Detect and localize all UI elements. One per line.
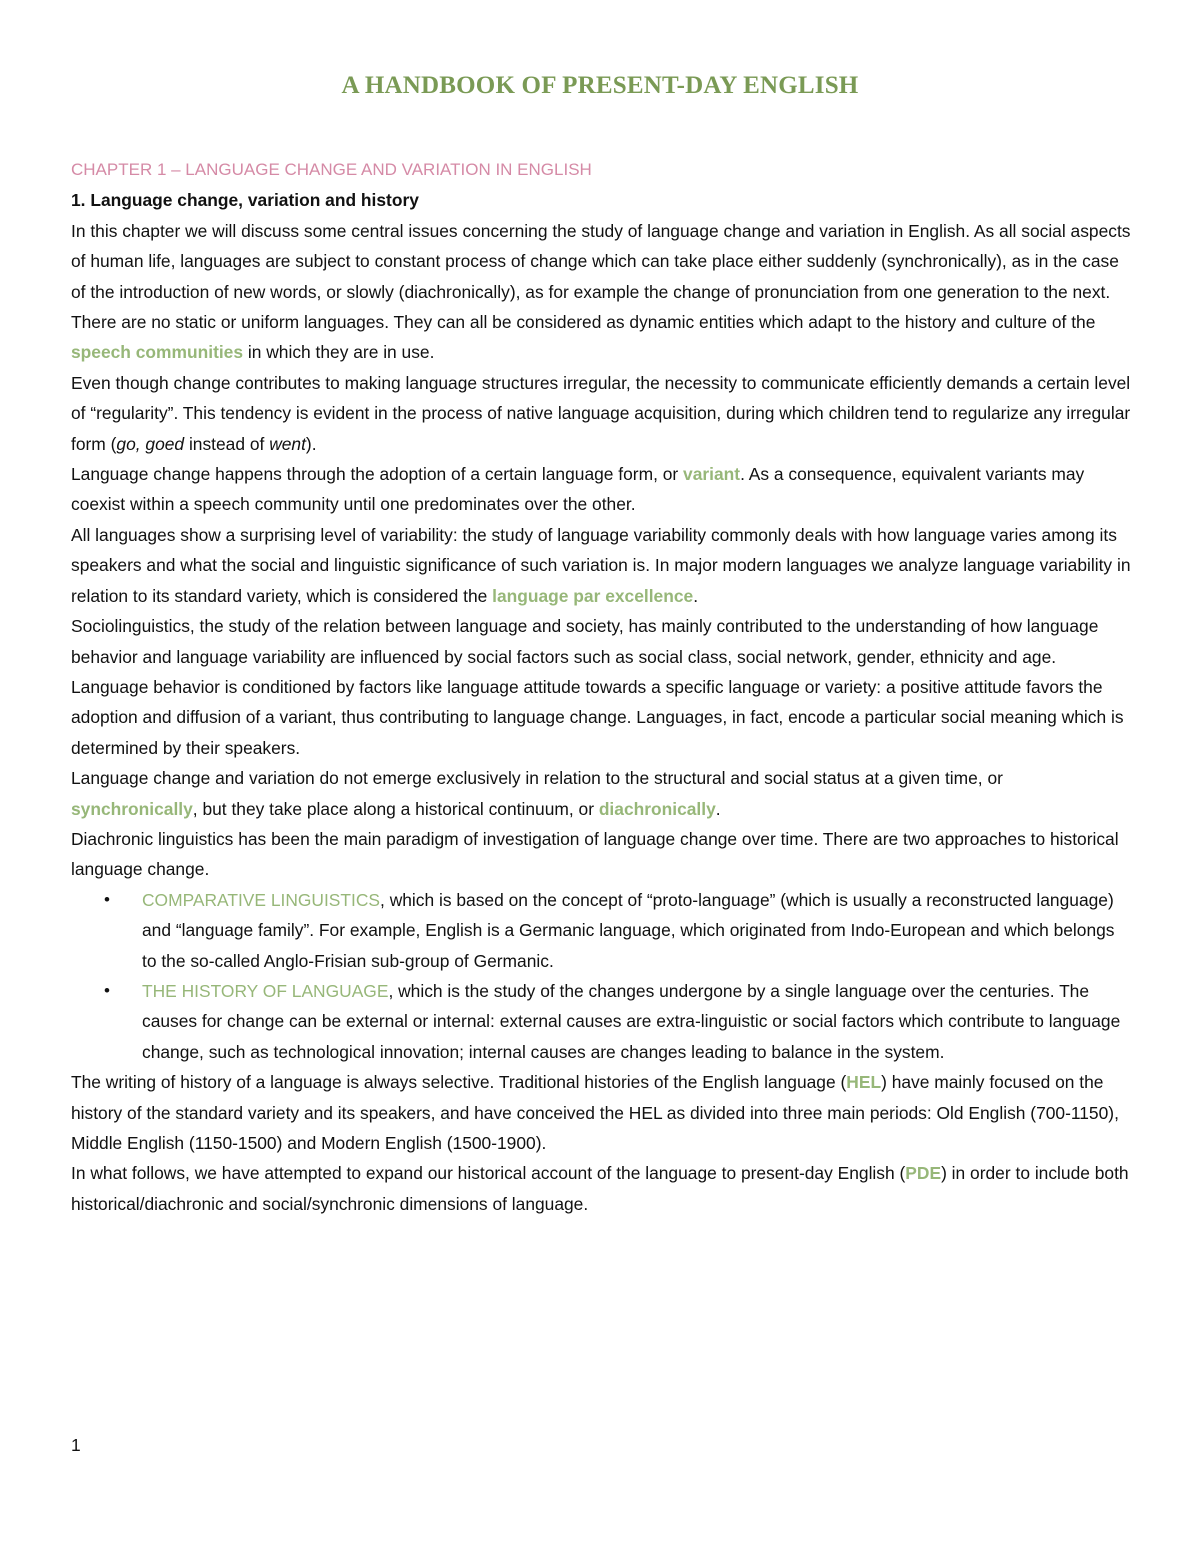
italic-example: went bbox=[269, 433, 306, 454]
highlight-term-variant: variant bbox=[683, 464, 741, 485]
document-title: A HANDBOOK OF PRESENT-DAY ENGLISH bbox=[341, 72, 859, 99]
highlight-term-hel: HEL bbox=[846, 1072, 882, 1093]
paragraph-static-languages bbox=[71, 307, 1131, 368]
paragraph-variant bbox=[71, 459, 1131, 520]
paragraph-variability bbox=[71, 520, 1131, 611]
highlight-term-speech-communities: speech communities bbox=[71, 342, 244, 363]
text-span: . bbox=[715, 798, 721, 819]
text-span: , but they take place along a historical continuum, or bbox=[192, 798, 599, 819]
paragraph-pde bbox=[71, 1158, 1131, 1219]
text-span: Language change happens through the adoption of a certain language form, or bbox=[71, 464, 684, 485]
list-item bbox=[71, 976, 1131, 1067]
highlight-term-language-par-excellence: language par excellence bbox=[492, 585, 694, 606]
bullet-icon: • bbox=[104, 980, 110, 1000]
text-span: , which is the study of the changes undergone by a single language over the centuries. The causes for change can be external or internal: external causes are extra-linguistic or social factors which contribute to language change, such as technological innovation; internal causes are changes leading to balance in the system. bbox=[142, 980, 1121, 1062]
list-item bbox=[71, 885, 1131, 976]
highlight-term-diachronically: diachronically bbox=[598, 798, 716, 819]
text-span: Language change and variation do not emerge exclusively in relation to the structural and social status at a given time, or bbox=[71, 768, 1003, 789]
text-span: ). bbox=[305, 433, 317, 454]
text-span: , which is based on the concept of “proto-language” (which is usually a reconstructed language) and “language family”. For example, English is a Germanic language, which originated from Indo-European and which belongs to the so-called Anglo-Frisian sub-group of Germanic. bbox=[142, 889, 1115, 971]
text-span: . bbox=[693, 585, 699, 606]
highlight-term-pde: PDE bbox=[905, 1163, 942, 1184]
chapter-heading: CHAPTER 1 – LANGUAGE CHANGE AND VARIATION IN ENGLISH bbox=[71, 160, 592, 179]
page-number: 1 bbox=[71, 1435, 81, 1455]
paragraph-intro: In this chapter we will discuss some central issues concerning the study of language change and variation in English. As all social aspects of human life, languages are subject to constant process of change which can take place either suddenly (synchronically), as in the case of the introduction of new words, or slowly (diachronically), as for example the change of pronunciation from one generation to the next. bbox=[71, 220, 1131, 302]
text-span: All languages show a surprising level of variability: the study of language variability commonly deals with how language varies among its speakers and what the social and linguistic significance of such variation is. In major modern languages we analyze language variability in relation to its standard variety, which is considered the bbox=[71, 524, 1131, 606]
highlight-term-synchronically: synchronically bbox=[71, 798, 193, 819]
text-span: instead of bbox=[184, 433, 270, 454]
approaches-list bbox=[71, 885, 1131, 1067]
text-span: . As a consequence, equivalent variants may coexist within a speech community until one predominates over the other. bbox=[71, 464, 1085, 515]
text-span: In what follows, we have attempted to expand our historical account of the language to present-day English ( bbox=[71, 1163, 906, 1184]
highlight-term-history-of-language: THE HISTORY OF LANGUAGE bbox=[142, 980, 389, 1001]
paragraph-language-behavior: Language behavior is conditioned by factors like language attitude towards a specific language or variety: a positive attitude favors the adoption and diffusion of a variant, thus contributing to language change. Languages, in fact, encode a particular social meaning which is determined by their speakers. bbox=[71, 676, 1124, 758]
italic-example: go, goed bbox=[116, 433, 185, 454]
text-span: ) have mainly focused on the history of the standard variety and its speakers, and have conceived the HEL as divided into three main periods: Old English (700-1150), Middle English (1150-1500) and Modern English (1500-1900). bbox=[71, 1072, 1119, 1153]
highlight-term-comparative-linguistics: COMPARATIVE LINGUISTICS bbox=[142, 889, 381, 910]
text-span: There are no static or uniform languages. They can all be considered as dynamic entities which adapt to the history and culture of the bbox=[71, 312, 1096, 333]
section-heading: 1. Language change, variation and history bbox=[71, 190, 419, 211]
text-span: ) in order to include both historical/diachronic and social/synchronic dimensions of language. bbox=[71, 1163, 1129, 1214]
paragraph-sociolinguistics: Sociolinguistics, the study of the relation between language and society, has mainly contributed to the understanding of how language behavior and language variability are influenced by social factors such as social class, social network, gender, ethnicity and age. bbox=[71, 616, 1099, 667]
text-span: in which they are in use. bbox=[243, 342, 435, 363]
document-body bbox=[71, 155, 1131, 1219]
text-span: The writing of history of a language is always selective. Traditional histories of the English language ( bbox=[71, 1072, 847, 1093]
paragraph-hel bbox=[71, 1067, 1131, 1158]
paragraph-regularity bbox=[71, 368, 1131, 459]
paragraph-synchronic-diachronic bbox=[71, 763, 1131, 824]
paragraph-diachronic-linguistics: Diachronic linguistics has been the main paradigm of investigation of language change over time. There are two approaches to historical language change. bbox=[71, 828, 1119, 880]
bullet-icon: • bbox=[104, 889, 110, 909]
text-span: Even though change contributes to making language structures irregular, the necessity to communicate efficiently demands a certain level of “regularity”. This tendency is evident in the process of native language acquisition, during which children tend to regularize any irregular form ( bbox=[71, 372, 1131, 454]
